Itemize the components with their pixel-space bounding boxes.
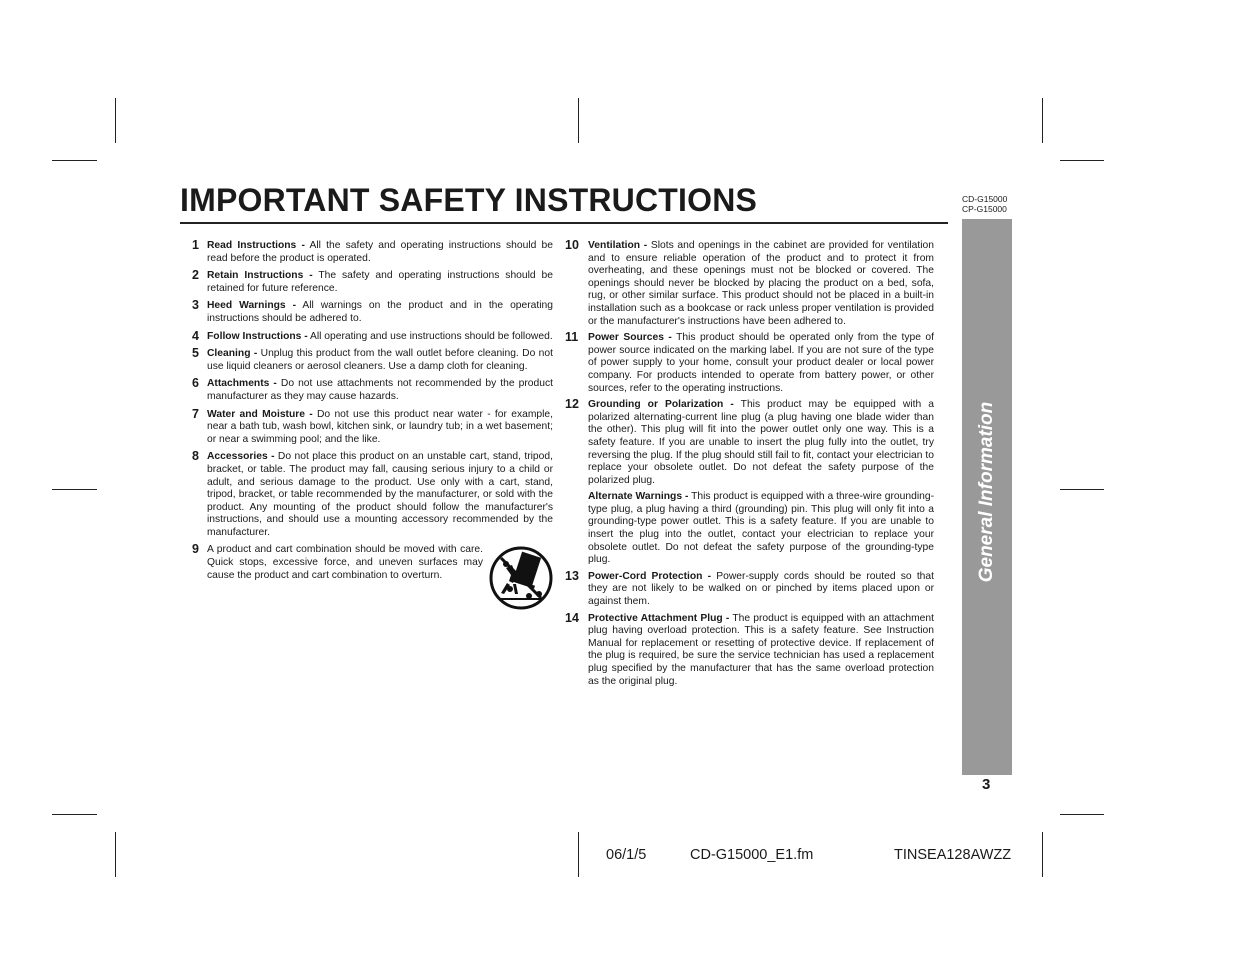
page-title: IMPORTANT SAFETY INSTRUCTIONS [180, 182, 758, 218]
item-heading: Follow Instructions - [207, 330, 308, 342]
instruction-item [565, 568, 934, 609]
model-number: CP-G15000 [962, 204, 1007, 214]
footer-filename: CD-G15000_E1.fm [690, 847, 814, 863]
item-text: Slots and openings in the cabinet are provided for ventilation and to ensure reliable operation of the product and to protect it from overheating, and these openings must not be blocked or covered. The openings should never be blocked by placing the product on a bed, sofa, rug, or other similar surface. This product should not be placed in a built-in installation such as a bookcase or rack unless proper ventilation is provided or the manufacturer's instructions have been adhered to. [588, 240, 934, 327]
item-number: 14 [565, 610, 579, 625]
item-text: Do not place this product on an unstable cart, stand, tripod, bracket, or table. The product may fall, causing serious injury to a child or adult, and serious damage to the product. Use only with a cart, stand, tripod, bracket, or table recommended by the manufacturer, or sold with the product. Any mounting of the product should follow the manufacturer's instructions, and should use a mounting accessory recommended by the manufacturer. [207, 451, 553, 538]
instruction-item [192, 240, 553, 265]
crop-mark [1042, 98, 1043, 143]
item-heading: Cleaning - [207, 348, 258, 360]
item-text: The safety and operating instructions should be retained for future reference. [207, 270, 554, 294]
item-heading: Attachments - [207, 378, 277, 390]
crop-mark [1060, 160, 1104, 161]
instruction-item [565, 240, 934, 328]
item-text: All the safety and operating instructions should be read before the product is operated. [207, 240, 553, 264]
item-text: This product may be equipped with a polarized alternating-current line plug (a plug having one blade wider than the other). This plug will fit into the power outlet only one way. This is a safety feature. If you are unable to insert the plug fully into the outlet, try reversing the plug. If the plug should still fail to fit, contact your electrician to replace your obsolete outlet. Do not defeat the safety purpose of the polarized plug. [588, 399, 934, 486]
crop-mark [115, 832, 116, 877]
item-number: 2 [192, 268, 199, 283]
instructions-left-column [192, 240, 553, 616]
item-text: All operating and use instructions should be followed. [307, 330, 553, 342]
item-number: 6 [192, 376, 199, 391]
instruction-item [192, 270, 553, 295]
item-number: 9 [192, 542, 199, 557]
item-heading: Protective Attachment Plug - [588, 612, 730, 624]
instruction-item [192, 328, 553, 344]
crop-mark [1060, 489, 1104, 490]
instruction-item [192, 348, 553, 373]
section-label: General Information [976, 401, 997, 583]
item-heading: Retain Instructions - [207, 270, 313, 282]
crop-mark [578, 98, 579, 143]
item-number: 5 [192, 346, 199, 361]
item-heading: Grounding or Polarization - [588, 399, 734, 411]
cart-tip-over-warning-icon [489, 544, 553, 612]
title-rule [180, 222, 948, 224]
item-text: Do not use this product near water - for example, near a bath tub, wash bowl, kitchen sink, or laundry tub; in a wet basement; or near a swimming pool; and the like. [207, 408, 553, 445]
instruction-item [192, 378, 553, 403]
page-number: 3 [982, 776, 991, 793]
footer-document-code: TINSEA128AWZZ [894, 847, 1012, 863]
item-number: 4 [192, 328, 199, 343]
item-text: This product is equipped with a three-wire grounding-type plug, a plug having a third (grounding) pin. This plug will only fit into a grounding-type power outlet. This is a safety feature. If you are unable to insert the plug into the outlet, contact your electrician to replace your obsolete outlet. Do not defeat the safety purpose of the grounding-type plug. [588, 491, 934, 566]
item-heading: Accessories - [207, 451, 275, 463]
item-heading: Alternate Warnings - [588, 491, 689, 503]
item-text: All warnings on the product and in the operating instructions should be adhered to. [207, 300, 554, 324]
crop-mark [115, 98, 116, 143]
instruction-item [192, 451, 553, 539]
item-heading: Power Sources - [588, 332, 672, 344]
item-number: 7 [192, 406, 199, 421]
item-text: The product is equipped with an attachment plug having overload protection. This is a safety feature. See Instruction Manual for replacement or resetting of protective device. If replacement of the plug is required, be sure the service technician has used a replacement plug specified by the manufacturer that has the same overload protection as the original plug. [588, 612, 934, 687]
crop-mark [1060, 814, 1104, 815]
item-number: 10 [565, 238, 579, 252]
item-text: Do not use attachments not recommended by the product manufacturer as they may cause hazards. [207, 378, 554, 402]
item-heading: Ventilation - [588, 240, 648, 251]
crop-mark [578, 832, 579, 877]
item-text: Unplug this product from the wall outlet before cleaning. Do not use liquid cleaners or aerosol cleaners. Use a damp cloth for cleaning. [207, 348, 553, 372]
item-heading: Water and Moisture - [207, 408, 313, 420]
item-heading: Power-Cord Protection - [588, 570, 712, 582]
model-number: CD-G15000 [962, 194, 1008, 204]
item-text: This product should be operated only from the type of power source indicated on the marking label. If you are not sure of the type of power supply to your home, consult your product dealer or local power company. For products intended to operate from battery power, or other sources, refer to the operating instructions. [588, 332, 935, 394]
crop-mark [52, 814, 97, 815]
item-text: Power-supply cords should be routed so that they are not likely to be walked on or pinched by items placed upon or against them. [588, 570, 934, 608]
item-number: 12 [565, 397, 579, 412]
crop-mark [52, 489, 97, 490]
instruction-item [565, 610, 934, 689]
footer-date: 06/1/5 [606, 847, 647, 863]
item-number: 1 [192, 238, 199, 252]
item-number: 13 [565, 568, 579, 583]
item-heading: Heed Warnings - [207, 300, 296, 312]
item-number: 3 [192, 298, 199, 313]
instruction-subitem [565, 491, 934, 567]
item-text: A product and cart combination should be moved with care. Quick stops, excessive force, and uneven surfaces may cause the product and cart combination to overturn. [207, 544, 483, 581]
model-numbers [962, 194, 1007, 214]
item-number: 8 [192, 449, 199, 464]
item-number: 11 [565, 330, 579, 345]
crop-mark [1042, 832, 1043, 877]
instruction-item [565, 332, 934, 395]
instructions-right-column [565, 240, 934, 692]
crop-mark [52, 160, 97, 161]
instruction-item [192, 406, 553, 447]
instruction-item [565, 399, 934, 487]
instruction-item [192, 300, 553, 325]
instruction-item [192, 544, 553, 582]
item-heading: Read Instructions - [207, 240, 305, 251]
